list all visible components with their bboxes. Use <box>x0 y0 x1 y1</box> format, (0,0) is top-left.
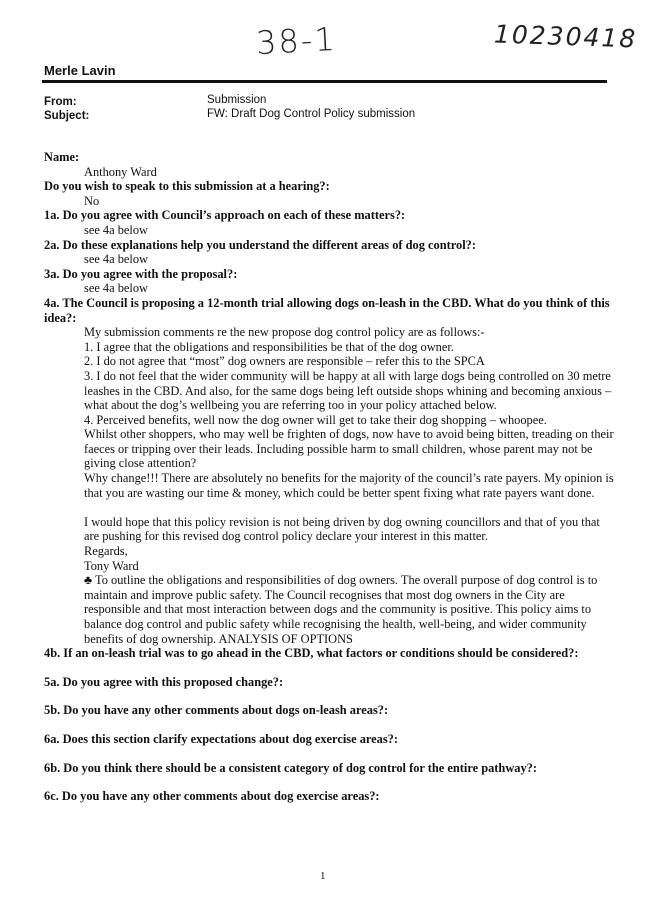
answer-2a: see 4a below <box>84 252 148 267</box>
paragraph-gap <box>44 500 614 515</box>
answer-4a-closing: I would hope that this policy revision is not being driven by dog owning councillors and that of you that are pushing for this revised dog control policy declare your interest in this matter. <box>84 514 600 544</box>
question-2a: 2a. Do these explanations help you understand the different areas of dog control?: <box>44 237 476 252</box>
answer-4a-line: 4. Perceived benefits, well now the dog owner will get to take their dog shopping – whoopee. <box>84 412 547 427</box>
subject-value: FW: Draft Dog Control Policy submission <box>207 108 416 120</box>
question-4b: 4b. If an on-leash trial was to go ahead in the CBD, what factors or conditions should be considered?: <box>44 646 579 661</box>
answer-1a: see 4a below <box>84 222 148 237</box>
question-5b: 5b. Do you have any other comments about dogs on-leash areas?: <box>44 703 389 718</box>
name-label: Name: <box>44 150 80 164</box>
answer-4a-line: 2. I do not agree that “most” dog owners are responsible – refer this to the SPCA <box>84 354 485 369</box>
answer-4a-line: My submission comments re the new propose dog control policy are as follows:- <box>84 325 485 340</box>
hearing-answer: No <box>84 193 100 208</box>
question-6a: 6a. Does this section clarify expectations about dog exercise areas?: <box>44 731 398 746</box>
question-5a: 5a. Do you agree with this proposed change?: <box>44 674 284 689</box>
from-value: Submission <box>207 94 267 106</box>
submission-body <box>44 150 614 818</box>
answer-4a-line: 1. I agree that the obligations and responsibilities be that of the dog owner. <box>84 339 454 354</box>
name-value: Anthony Ward <box>84 164 157 179</box>
answer-4a-signature: Tony Ward <box>84 558 139 573</box>
answer-4a-line: Why change!!! There are absolutely no benefits for the majority of the council’s rate payers. My opinion is that you are wasting our time & money, which could be better spent fixing what rate payers want done. <box>84 471 614 500</box>
answer-4a-line: 3. I do not feel that the wider community will be happy at all with large dogs being controlled on 30 metre leashes in the CBD. And also, for the same dogs being left outside shops whining and becoming anxious – what about the dog’s wellbeing you are referring too in your policy attached below. <box>84 368 612 413</box>
question-6c: 6c. Do you have any other comments about dog exercise areas?: <box>44 789 380 804</box>
handwritten-reference-1: 38-1 <box>255 19 338 63</box>
page-number: 1 <box>320 870 326 882</box>
question-6b: 6b. Do you think there should be a consistent category of dog control for the entire pathway?: <box>44 760 537 775</box>
from-label: From: <box>44 96 77 108</box>
answer-4a-policy-excerpt: ♣ To outline the obligations and responsibilities of dog owners. The overall purpose of dog control is to maintain and improve public safety. The Council recognises that most dog owners in the City are responsible and that most interaction between dogs and the community is positive. This policy aims to balance dog control and public safety while recognising the health, well-being, and wider community benefits of dog ownership. ANALYSIS OF OPTIONS <box>84 573 598 646</box>
question-3a: 3a. Do you agree with the proposal?: <box>44 266 238 281</box>
question-4a: 4a. The Council is proposing a 12-month trial allowing dogs on-leash in the CBD. What do you think of this idea?: <box>44 295 610 325</box>
header-rule <box>42 80 607 83</box>
answer-4a-line: Whilst other shoppers, who may well be frighten of dogs, now have to avoid being bitten, treading on their faeces or tripping over their leads. Including possible harm to small children, whose parent may not be giving close attention? <box>84 427 614 471</box>
question-1a: 1a. Do you agree with Council’s approach on each of these matters?: <box>44 208 406 223</box>
subject-label: Subject: <box>44 110 90 122</box>
author-name: Merle Lavin <box>44 63 116 78</box>
hearing-question: Do you wish to speak to this submission at a hearing?: <box>44 179 330 194</box>
answer-3a: see 4a below <box>84 281 148 296</box>
answer-4a-regards: Regards, <box>84 544 128 559</box>
handwritten-reference-2: 10230418 <box>493 19 638 54</box>
